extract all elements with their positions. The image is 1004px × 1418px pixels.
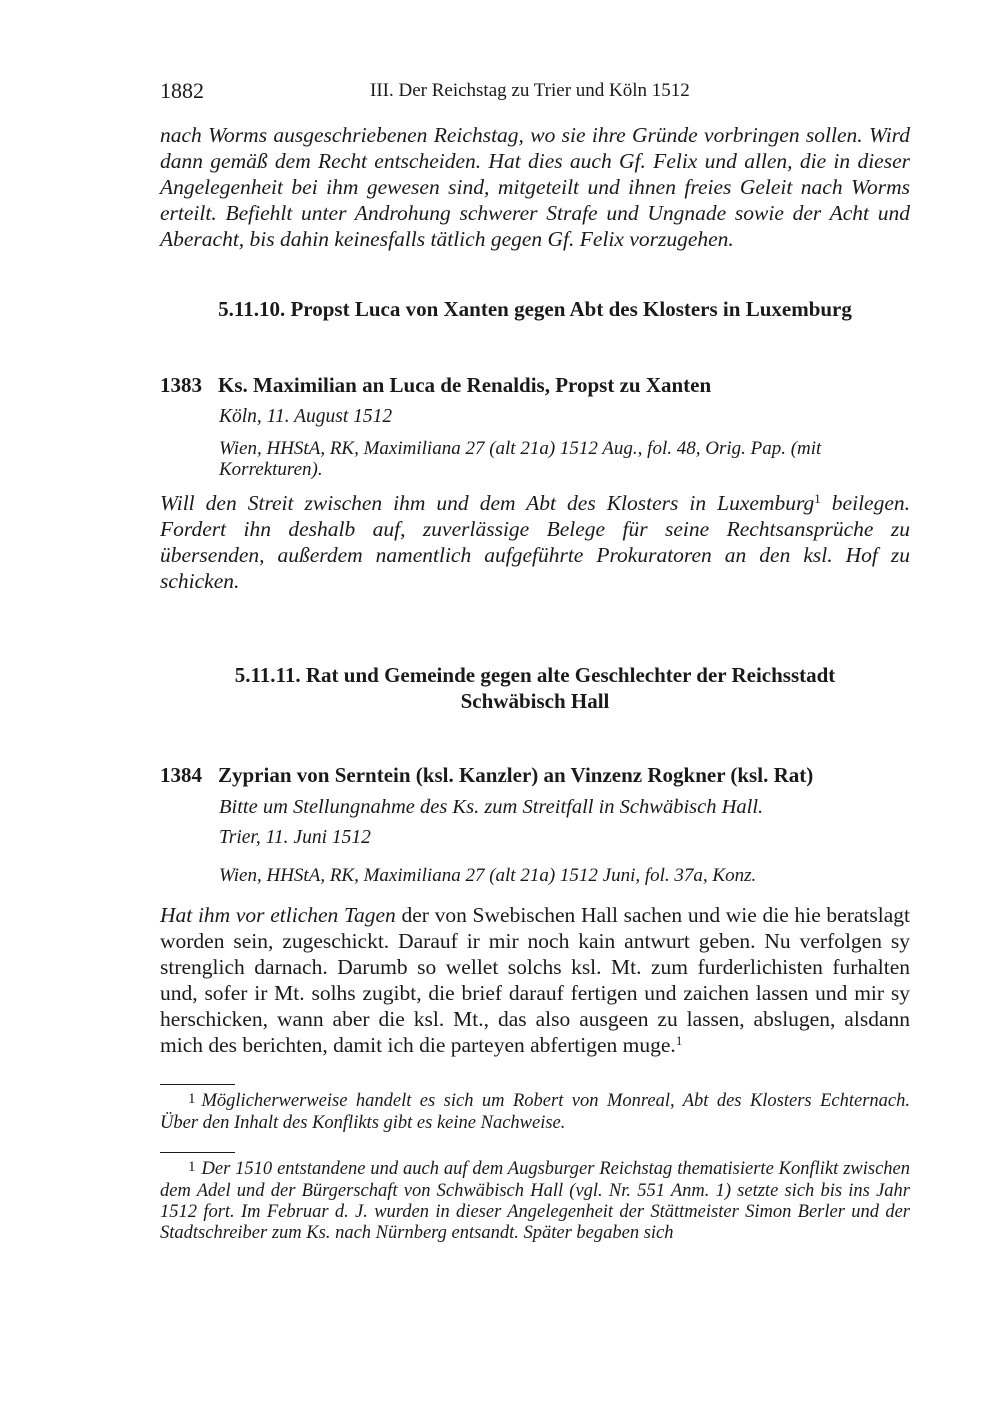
footnote-rule (160, 1084, 235, 1085)
section-heading-line-1: 5.11.11. Rat und Gemeinde gegen alte Geschlechter der Reichsstadt (234, 663, 836, 687)
footnote-reference: 1 (814, 491, 821, 506)
footnote-mark: 1 (188, 1159, 196, 1175)
summary-text-b: beilegen. Fordert ihn deshalb auf, zuverlässige Belege für seine Rechtsansprüche zu übersenden, außerdem namentlich aufgeführte Prokuratoren an den ksl. Hof zu schicken. (160, 491, 910, 593)
document-source: Wien, HHStA, RK, Maximiliana 27 (alt 21a) 1512 Aug., fol. 48, Orig. Pap. (mit Korrekturen). (219, 438, 822, 480)
intro-paragraph: nach Worms ausgeschriebenen Reichstag, wo sie ihre Gründe vorbringen sollen. Wird dann gemäß dem Recht entscheiden. Hat dies auch Gf. Felix und allen, die in dieser Angelegenheit bei ihm gewesen sind, mitgeteilt und ihnen freies Geleit nach Worms erteilt. Befiehlt unter Androhung schwerer Strafe und Ungnade sowie der Acht und Aberacht, bis dahin keinesfalls tätlich gegen Gf. Felix vorzugehen. (160, 123, 910, 251)
document-heading-1383 (160, 372, 910, 398)
document-place-date: Köln, 11. August 1512 (219, 406, 393, 427)
section-heading-line-2: Schwäbisch Hall (460, 689, 610, 713)
footnote-text: Der 1510 entstandene und auch auf dem Augsburger Reichstag thematisierte Konflikt zwischen dem Adel und der Bürgerschaft von Schwäbisch Hall (vgl. Nr. 551 Anm. 1) setzte sich bis ins Jahr 1512 fort. Im Februar d. J. wurden in dieser Angelegenheit der Stättmeister Simon Berler und der Stadtschreiber zum Ks. nach Nürnberg entsandt. Später begaben sich (160, 1159, 910, 1243)
summary-text-a: Will den Streit zwischen ihm und dem Abt des Klosters in Luxemburg (160, 491, 815, 515)
footnotes-1384 (160, 1152, 910, 1244)
document-text-body: der von Swebischen Hall sachen und wie die hie beratslagt worden sein, zugeschickt. Darauf ir mir noch kain antwurt geben. Nu verfolgen sy strenglich darnach. Darumb so wellet solchs ksl. Mt. zum furderlichisten furhalten und, sofer ir Mt. solhs zugibt, die brief darauf fertigen und zaichen lassen und mir sy herschicken, wann aber die ksl. Mt., das also ausgeen zu lassen, abslugen, alsdann mich des berichten, damit ich die parteyen abfertigen muge. (160, 903, 911, 1057)
document-title: Zyprian von Serntein (ksl. Kanzler) an Vinzenz Rogkner (ksl. Rat) (218, 763, 814, 787)
footnotes-1383 (160, 1084, 910, 1134)
document-text (160, 902, 910, 1058)
page-number: 1882 (160, 78, 204, 103)
document-place-date: Trier, 11. Juni 1512 (219, 827, 371, 848)
running-title: III. Der Reichstag zu Trier und Köln 1512 (370, 80, 690, 101)
document-subject: Bitte um Stellungnahme des Ks. zum Streitfall in Schwäbisch Hall. (219, 796, 764, 818)
footnote-rule (160, 1152, 235, 1153)
document-number: 1384 (160, 763, 202, 787)
document-source: Wien, HHStA, RK, Maximiliana 27 (alt 21a) 1512 Juni, fol. 37a, Konz. (219, 865, 757, 886)
document-text-italic: Hat ihm vor etlichen Tagen (160, 903, 396, 927)
footnote (160, 1159, 910, 1244)
footnote-text: Möglicherwerweise handelt es sich um Robert von Monreal, Abt des Klosters Echternach. Über den Inhalt des Konflikts gibt es keine Nachweise. (160, 1091, 910, 1133)
document-heading-1384 (160, 762, 910, 788)
footnote (160, 1091, 910, 1134)
footnote-mark: 1 (188, 1091, 196, 1107)
section-heading-5-11-11 (160, 662, 910, 714)
running-head (160, 78, 910, 108)
document-summary (160, 490, 910, 594)
page (160, 78, 910, 1244)
document-title: Ks. Maximilian an Luca de Renaldis, Propst zu Xanten (218, 373, 712, 397)
footnote-reference: 1 (675, 1033, 683, 1048)
section-heading-5-11-10: 5.11.10. Propst Luca von Xanten gegen Abt des Klosters in Luxemburg (218, 297, 852, 321)
document-number: 1383 (160, 373, 202, 397)
